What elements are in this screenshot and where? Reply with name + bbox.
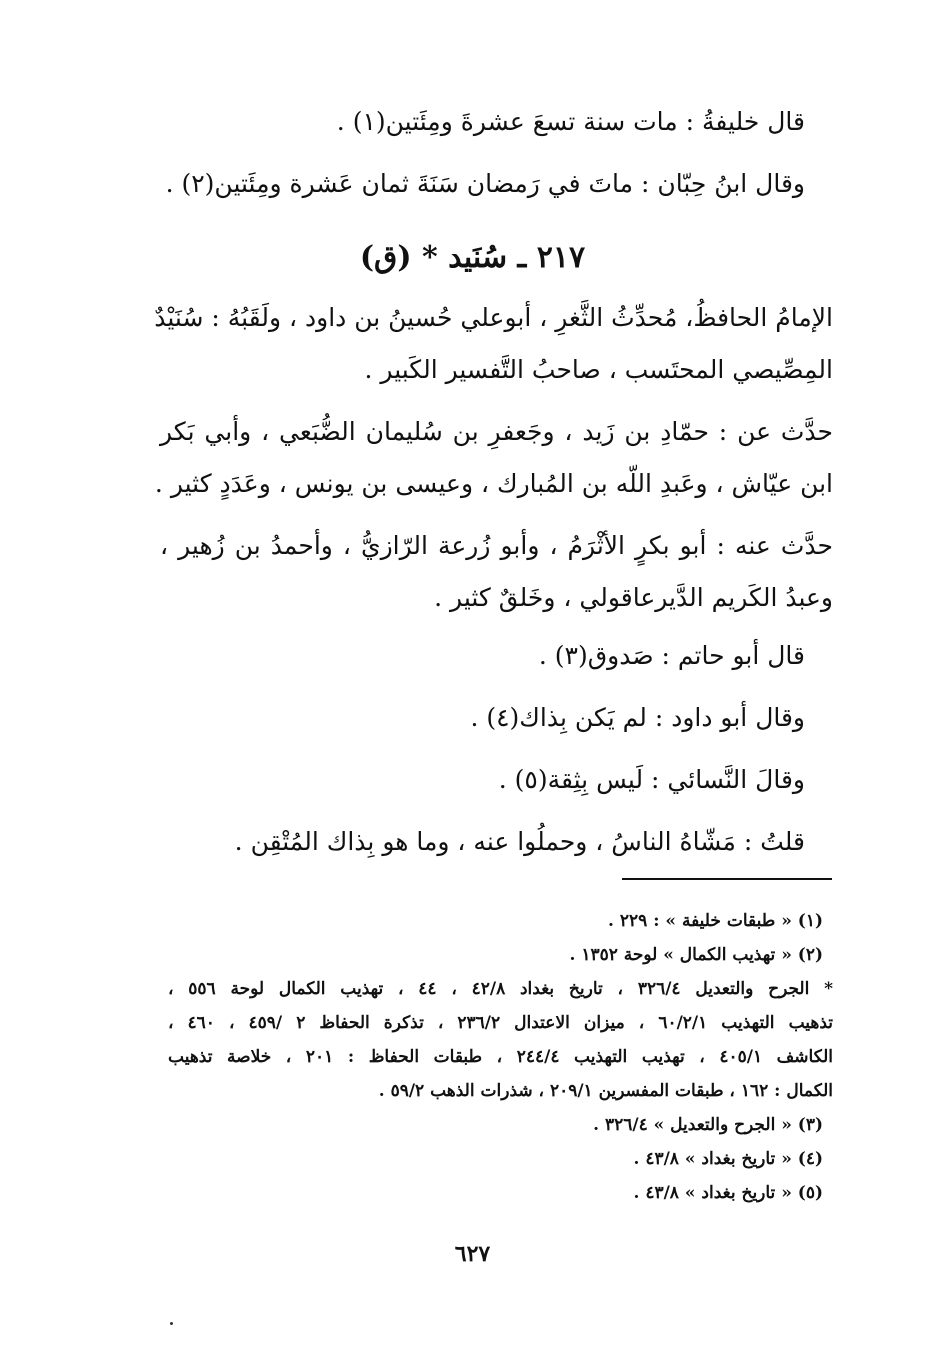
text-line-khalifa: قال خليفةُ : مات سنة تسعَ عشرةَ ومِئَتين(١) . (336, 107, 805, 136)
scan-speck (170, 1322, 173, 1325)
footnote-1: (١) « طبقات خليفة » : ٢٢٩ . (608, 911, 823, 931)
quote-nasai: وقالَ النَّسائي : لَيس بِثِقة(٥) . (498, 765, 805, 794)
para-intro-line-1: الإمامُ الحافظُ، مُحدِّثُ الثَّغرِ ، أبوعلي حُسينُ بن داود ، ولَقَبُهُ : سُنَيْدٌ (154, 303, 833, 332)
quote-abu-dawud: وقال أبو داود : لم يَكن بِذاك(٤) . (470, 703, 805, 732)
footnote-divider (622, 878, 832, 880)
para-students-line-1: حدَّث عنه : أبو بكرٍ الأثْرَمُ ، وأبو زُرعة الرّازيُّ ، وأحمدُ بن زُهير ، (160, 531, 833, 560)
para-intro-line-2: المِصِّيصي المحتَسب ، صاحبُ التَّفسير الكَبير . (364, 355, 833, 384)
footnote-3: (٣) « الجرح والتعديل » ٣٢٦/٤ . (593, 1115, 823, 1135)
footnote-star-line-4: الكمال : ١٦٢ ، طبقات المفسرين ٢٠٩/١ ، شذرات الذهب ٥٩/٢ . (378, 1081, 833, 1101)
page-number: ٦٢٧ (454, 1241, 491, 1267)
footnote-2: (٢) « تهذيب الكمال » لوحة ١٣٥٢ . (569, 945, 823, 965)
text-line-ibn-hibban: وقال ابنُ حِبّان : ماتَ في رَمضان سَنَةَ ثمان عَشرة ومِئَتين(٢) . (165, 169, 805, 198)
footnote-5: (٥) « تاريخ بغداد » ٤٣/٨ . (633, 1183, 823, 1203)
quote-author: قلتُ : مَشّاهُ الناسُ ، وحملُوا عنه ، وما هو بِذاك المُتْقِن . (234, 827, 805, 856)
footnote-star-line-1: * الجرح والتعديل ٣٢٦/٤ ، تاريخ بغداد ٤٢/٨ ، ٤٤ ، تهذيب الكمال لوحة ٥٥٦ ، (168, 979, 833, 999)
footnote-star-line-2: تذهيب التهذيب ٦٠/٢/١ ، ميزان الاعتدال ٢٣٦/٢ ، تذكرة الحفاظ ٢ /٤٥٩ ، ٤٦٠ ، (168, 1013, 834, 1033)
footnote-star-line-3: الكاشف ٤٠٥/١ ، تهذيب التهذيب ٢٤٤/٤ ، طبقات الحفاظ : ٢٠١ ، خلاصة تذهيب (168, 1047, 833, 1067)
entry-heading: ٢١٧ ـ سُنَيد * (ق) (359, 240, 586, 275)
para-students-line-2: وعبدُ الكَريم الدَّيرعاقولي ، وخَلقٌ كثير . (434, 583, 833, 612)
footnote-4: (٤) « تاريخ بغداد » ٤٣/٨ . (633, 1149, 823, 1169)
para-teachers-line-1: حدَّث عن : حمّادِ بن زَيد ، وجَعفرِ بن سُليمان الضُّبَعي ، وأبي بَكر (160, 417, 833, 446)
quote-abu-hatim: قال أبو حاتم : صَدوق(٣) . (538, 641, 805, 670)
para-teachers-line-2: ابن عيّاش ، وعَبدِ اللّه بن المُبارك ، وعيسى بن يونس ، وعَدَدٍ كثير . (154, 469, 833, 498)
